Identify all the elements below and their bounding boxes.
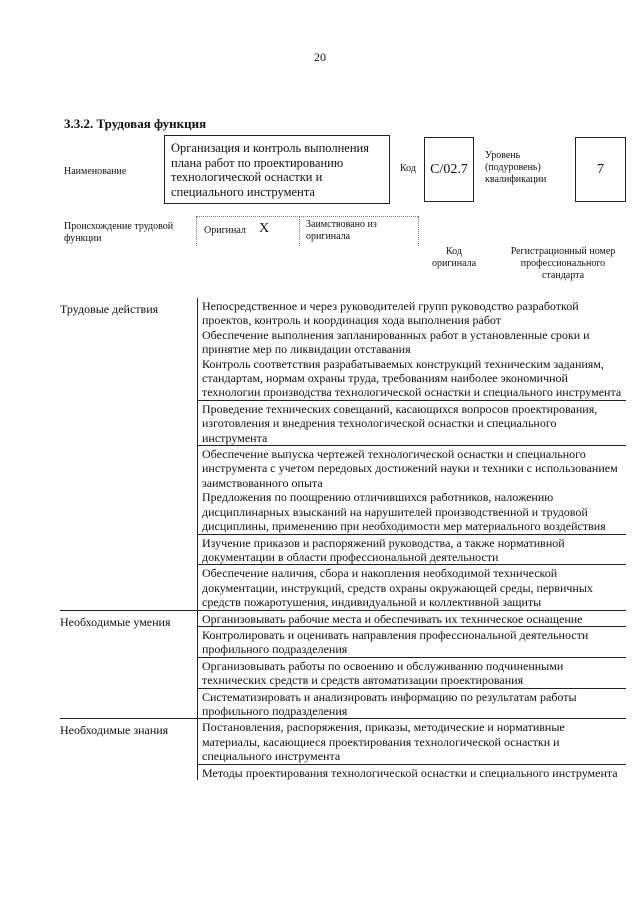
cell-line: Методы проектирования технологической оснастки и специального инструмента [202, 765, 618, 780]
origin-label: Происхождение трудовой функции [64, 221, 174, 244]
section-label: Необходимые знания [60, 723, 169, 738]
code-original-label: Код оригинала [431, 246, 477, 269]
cell-line: Обеспечение выпуска чертежей технологической оснастки и специального инструмента с учетом передовых достижений науки и техники с использованием заимствованного опыта [202, 447, 618, 490]
level-box: 7 [575, 137, 626, 202]
table-row [198, 719, 626, 763]
origin-left-border [196, 216, 197, 246]
section-cells [197, 611, 626, 719]
cell-line: Систематизировать и анализировать информацию по результатам работы профильного подразделения [202, 689, 577, 718]
cell-line: Непосредственное и через руководителей групп руководство разработкой проектов, контроль и координация хода выполнения работ [202, 299, 579, 328]
cell-line: Изучение приказов и распоряжений руководства, а также нормативной документации в области профессиональной деятельности [202, 535, 565, 564]
original-label: Оригинал [204, 225, 246, 236]
cell-line: Проведение технических совещаний, касающихся вопросов проектирования, изготовления и внедрения технологической оснастки и специального инструмента [202, 401, 598, 445]
table-row [198, 611, 626, 626]
table-row [198, 400, 626, 445]
required-knowledge-section [60, 718, 626, 780]
cell-line: Организовывать рабочие места и обеспечивать их техническое оснащение [202, 611, 583, 626]
origin-right-border [418, 216, 419, 246]
cell-line: Обеспечение выполнения запланированных работ в установленные сроки и принятие мер по ликвидации отставания [202, 327, 590, 357]
cell-line: Контроль соответствия разрабатываемых конструкций техническим заданиям, стандартам, нормам охраны труда, требованиям наиболее экономичной технологии производства технологической оснастки и специального инструмента [202, 356, 622, 400]
cell-line: Обеспечение наличия, сбора и накопления необходимой технической документации, инструкций, средств охраны окружающей среды, первичных средств пожаротушения, индивидуальной и коллективной защиты [202, 566, 593, 610]
level-label: Уровень (подуровень) квалификации [485, 150, 547, 185]
reg-number-label: Регистрационный номер профессионального стандарта [510, 246, 616, 281]
section-cells [197, 298, 626, 610]
table-row [198, 688, 626, 719]
origin-mid-border [299, 216, 300, 246]
table-row [198, 764, 626, 780]
section-cells [197, 719, 626, 780]
labor-actions-section [60, 298, 626, 610]
section-label: Трудовые действия [60, 302, 159, 316]
borrowed-label: Заимствовано из оригинала [306, 219, 377, 242]
original-mark: X [259, 221, 270, 236]
cell-line: Постановления, распоряжения, приказы, методические и нормативные материалы, касающиеся проектирования технологической оснастки и специального инструмента [202, 720, 565, 764]
labor-function-table [60, 298, 626, 780]
required-skills-section [60, 610, 626, 719]
code-label: Код [400, 163, 416, 174]
cell-line: Контролировать и оценивать направления профессиональной деятельности профильного подразделения [202, 627, 589, 657]
cell-line: Предложения по поощрению отличившихся работников, наложению дисциплинарных взысканий на нарушителей производственной и трудовой дисциплины, применению при необходимости мер материального воздействия [202, 490, 606, 534]
cell-line: Организовывать работы по освоению и обслуживанию подчиненными технических средств и средств автоматизации проектирования [202, 658, 564, 688]
section-heading: 3.3.2. Трудовая функция [64, 116, 207, 131]
code-box: С/02.7 [424, 137, 474, 202]
name-label: Наименование [64, 166, 127, 177]
table-row [198, 445, 626, 533]
table-row [198, 564, 626, 609]
table-row [198, 534, 626, 565]
page-number: 20 [314, 50, 326, 64]
table-row [198, 657, 626, 688]
table-row [198, 626, 626, 657]
table-row [198, 298, 626, 400]
origin-top-border [196, 216, 418, 217]
function-name-box: Организация и контроль выполнения плана работ по проектированию технологической оснастки и специального инструмента [164, 135, 390, 204]
section-label: Необходимые умения [60, 614, 171, 629]
